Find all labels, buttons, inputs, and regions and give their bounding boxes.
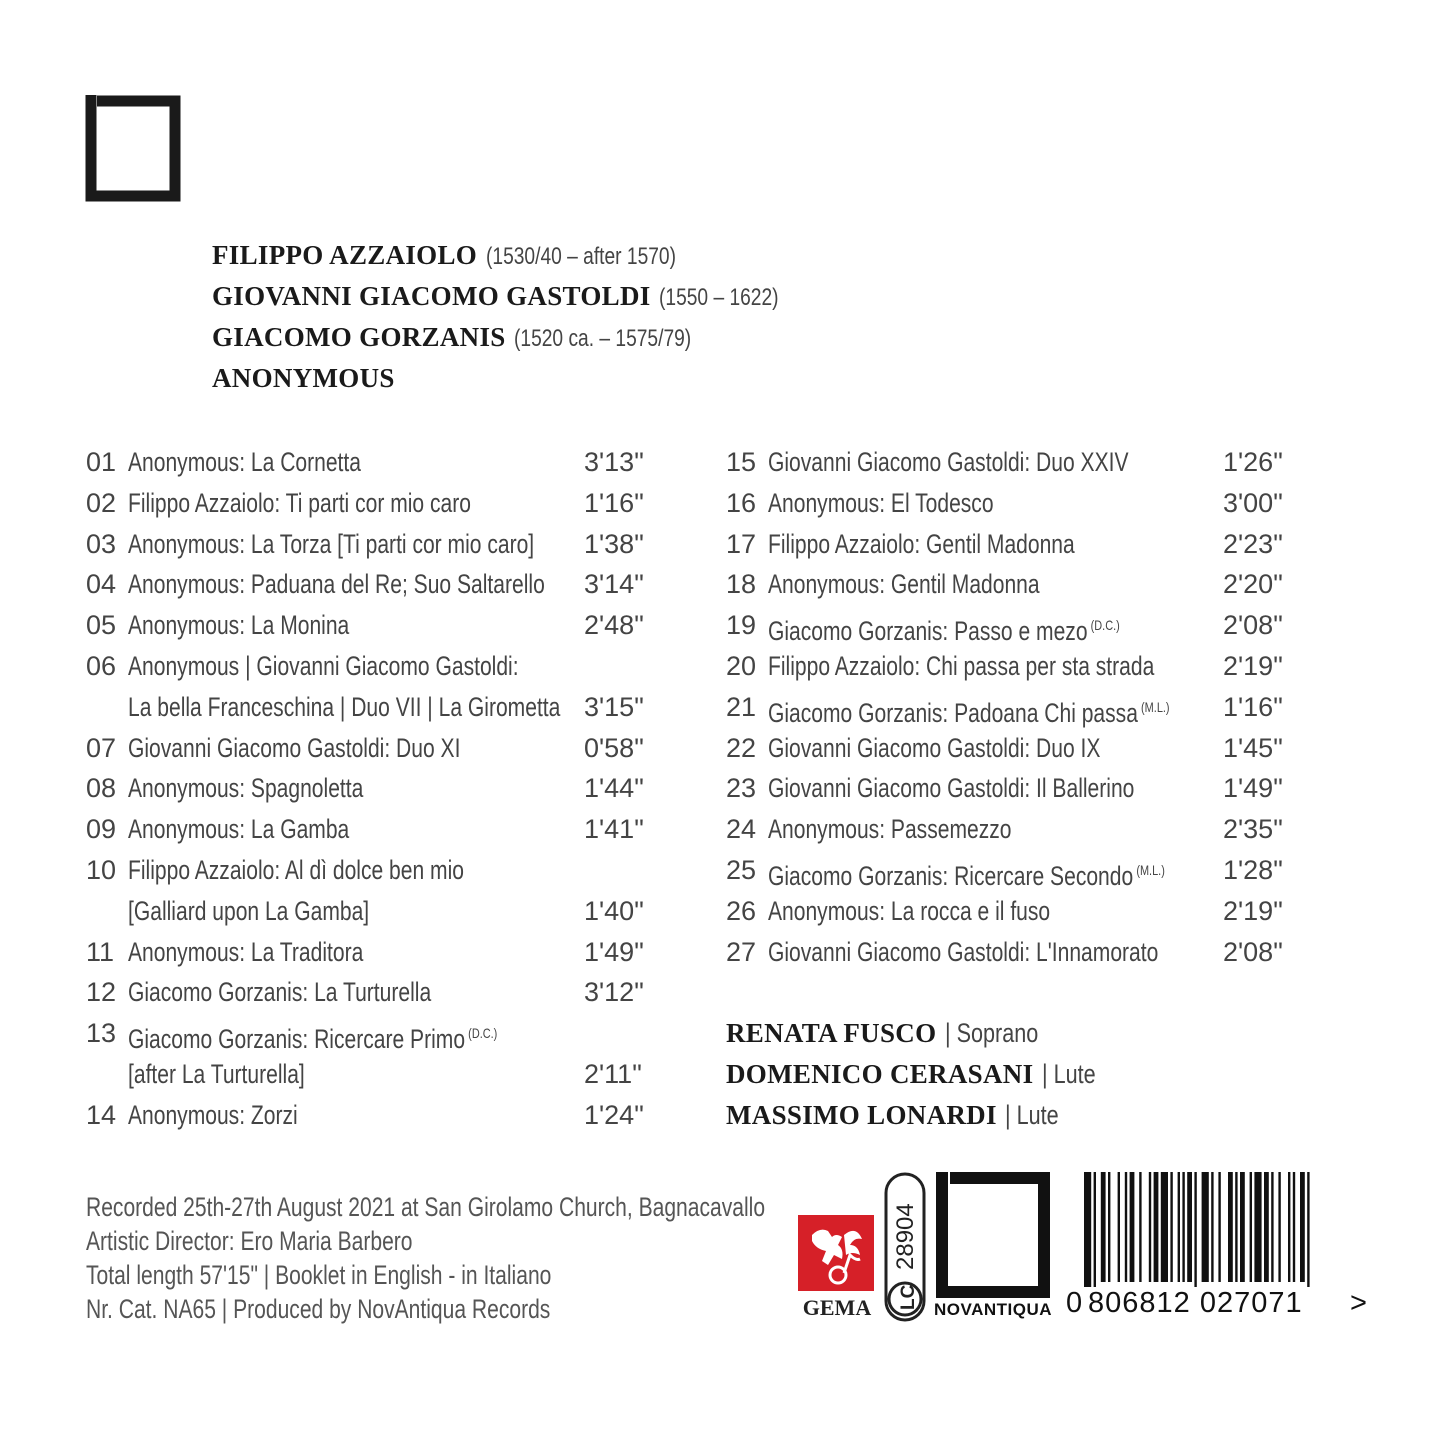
track-row bbox=[86, 646, 646, 687]
track-title bbox=[128, 483, 471, 524]
track-duration: 1'38" bbox=[584, 528, 644, 559]
track-title bbox=[128, 891, 369, 932]
track-title bbox=[128, 524, 534, 565]
barcode-bar bbox=[1182, 1172, 1184, 1282]
barcode-bar bbox=[1218, 1172, 1220, 1282]
track-title bbox=[128, 1054, 305, 1095]
track-title bbox=[768, 442, 1129, 483]
track-row bbox=[86, 932, 646, 973]
track-duration: 1'24" bbox=[584, 1099, 644, 1130]
track-title bbox=[128, 768, 363, 809]
novantiqua-logo-mark bbox=[85, 95, 181, 202]
composer-entry bbox=[212, 276, 808, 317]
track-number: 05 bbox=[86, 610, 117, 641]
track-number: 20 bbox=[726, 650, 757, 681]
track-duration: 3'13" bbox=[584, 447, 644, 477]
track-duration: 1'49" bbox=[1223, 773, 1283, 804]
track-number: 27 bbox=[726, 936, 757, 967]
track-title bbox=[768, 728, 1100, 769]
credit-line: Artistic Director: Ero Maria Barbero bbox=[86, 1226, 413, 1256]
performer-initials-note: (M.L.) bbox=[1141, 698, 1170, 715]
track-duration: 2'19" bbox=[1223, 650, 1283, 681]
credit-line: Total length 57'15" | Booklet in English - in Italiano bbox=[86, 1260, 552, 1290]
barcode-bar bbox=[1288, 1172, 1290, 1282]
track-number: 07 bbox=[86, 732, 117, 763]
track-duration: 1'28" bbox=[1223, 854, 1283, 885]
composer-dates: (1550 – 1622) bbox=[659, 284, 779, 311]
barcode-bar bbox=[1108, 1172, 1110, 1282]
gema-label: GEMA bbox=[802, 1295, 872, 1320]
track-title bbox=[768, 524, 1075, 565]
track-number: 10 bbox=[86, 854, 117, 885]
track-title-text: Giovanni Giacomo Gastoldi: Duo IX bbox=[768, 732, 1101, 763]
tracklist-right bbox=[726, 442, 1286, 972]
track-row bbox=[726, 646, 1286, 687]
performer-role: | Soprano bbox=[944, 1018, 1039, 1048]
composer-entry bbox=[212, 235, 808, 276]
track-row bbox=[726, 768, 1286, 809]
track-title-text: Filippo Azzaiolo: Al dì dolce ben mio bbox=[128, 854, 464, 885]
track-title-text: Anonymous: Zorzi bbox=[128, 1099, 298, 1130]
track-duration: 1'16" bbox=[1223, 691, 1283, 722]
track-number: 16 bbox=[726, 487, 757, 518]
track-title bbox=[768, 850, 1165, 897]
barcode-bar bbox=[1139, 1172, 1141, 1282]
track-title bbox=[128, 728, 460, 769]
track-duration: 2'35" bbox=[1223, 814, 1283, 845]
track-row bbox=[726, 564, 1286, 605]
barcode-bar bbox=[1118, 1172, 1120, 1282]
barcode-bar bbox=[1178, 1172, 1180, 1282]
track-title-text: Giacomo Gorzanis: Ricercare Secondo bbox=[768, 860, 1134, 891]
barcode-bar bbox=[1300, 1172, 1305, 1282]
track-number: 09 bbox=[86, 814, 117, 845]
barcode-bar bbox=[1170, 1172, 1172, 1282]
track-row bbox=[86, 891, 646, 932]
composer-name: ANONYMOUS bbox=[212, 363, 395, 393]
performer-name: RENATA FUSCO bbox=[726, 1018, 937, 1048]
barcode-bar bbox=[1235, 1172, 1237, 1282]
label-code-badge bbox=[884, 1172, 926, 1322]
track-title-text: Giacomo Gorzanis: Passo e mezo bbox=[768, 616, 1088, 647]
track-row bbox=[726, 932, 1286, 973]
track-title-text: Anonymous: La rocca e il fuso bbox=[768, 895, 1051, 926]
barcode-arrow-icon: > bbox=[1350, 1287, 1367, 1319]
track-duration: 0'58" bbox=[584, 732, 644, 763]
performer-name: MASSIMO LONARDI bbox=[726, 1100, 997, 1130]
track-row bbox=[726, 891, 1286, 932]
barcode-bar bbox=[1130, 1172, 1135, 1282]
performer-name: DOMENICO CERASANI bbox=[726, 1059, 1034, 1089]
track-title bbox=[768, 768, 1134, 809]
track-number: 12 bbox=[86, 977, 117, 1008]
track-row bbox=[726, 524, 1286, 565]
track-row bbox=[86, 605, 646, 646]
track-title bbox=[128, 687, 560, 728]
label-name: NOVANTIQUA bbox=[934, 1300, 1053, 1319]
track-title-text: Giacomo Gorzanis: Ricercare Primo bbox=[128, 1024, 466, 1055]
track-title bbox=[768, 483, 994, 524]
track-number: 18 bbox=[726, 569, 757, 600]
track-number: 01 bbox=[86, 447, 117, 477]
track-title-text: Anonymous: La Traditora bbox=[128, 936, 364, 967]
track-title-text: Anonymous: La Monina bbox=[128, 610, 350, 641]
track-title-text: La bella Franceschina | Duo VII | La Girometta bbox=[128, 691, 561, 722]
track-duration: 2'19" bbox=[1223, 895, 1283, 926]
track-number: 19 bbox=[726, 610, 757, 641]
track-number: 02 bbox=[86, 487, 117, 518]
track-duration: 3'12" bbox=[584, 977, 644, 1008]
barcode-bar bbox=[1264, 1172, 1269, 1282]
track-row bbox=[86, 809, 646, 850]
track-number: 21 bbox=[726, 691, 757, 722]
track-title-text: Filippo Azzaiolo: Ti parti cor mio caro bbox=[128, 487, 471, 518]
track-row bbox=[86, 1013, 646, 1054]
performer-list bbox=[726, 1013, 1109, 1136]
track-number: 11 bbox=[86, 936, 115, 967]
barcode-bar bbox=[1254, 1172, 1261, 1282]
track-title bbox=[128, 564, 545, 605]
barcode-bar bbox=[1211, 1172, 1213, 1282]
track-title bbox=[128, 850, 464, 891]
track-title bbox=[768, 932, 1158, 973]
track-title-text: Anonymous: La Torza [Ti parti cor mio caro] bbox=[128, 528, 535, 559]
track-title bbox=[768, 809, 1011, 850]
track-duration: 3'00" bbox=[1223, 487, 1283, 518]
track-row bbox=[86, 442, 646, 483]
track-duration: 2'08" bbox=[1223, 936, 1283, 967]
track-row bbox=[86, 972, 646, 1013]
track-title-text: Anonymous: El Todesco bbox=[768, 487, 994, 518]
composer-name: FILIPPO AZZAIOLO bbox=[212, 240, 478, 270]
track-title bbox=[128, 646, 519, 687]
track-title bbox=[128, 809, 349, 850]
track-title bbox=[128, 932, 363, 973]
track-number: 04 bbox=[86, 569, 117, 600]
track-number: 17 bbox=[726, 528, 757, 559]
track-row bbox=[86, 524, 646, 565]
track-duration: 2'08" bbox=[1223, 610, 1283, 641]
barcode-bar bbox=[1187, 1172, 1192, 1282]
performer-entry bbox=[726, 1054, 1109, 1095]
track-duration: 2'20" bbox=[1223, 569, 1283, 600]
track-duration: 2'48" bbox=[584, 610, 644, 641]
track-title-text: Giacomo Gorzanis: La Turturella bbox=[128, 977, 432, 1008]
track-row bbox=[726, 809, 1286, 850]
track-title-text: Giovanni Giacomo Gastoldi: Il Ballerino bbox=[768, 773, 1135, 804]
track-title bbox=[768, 687, 1170, 734]
gema-logo bbox=[798, 1215, 878, 1327]
performer-role: | Lute bbox=[1005, 1100, 1059, 1130]
track-number: 13 bbox=[86, 1018, 117, 1049]
track-title bbox=[768, 646, 1154, 687]
barcode-bar bbox=[1161, 1172, 1168, 1282]
track-duration: 3'14" bbox=[584, 569, 644, 600]
track-row bbox=[86, 564, 646, 605]
barcode-bar bbox=[1293, 1172, 1295, 1282]
track-number: 03 bbox=[86, 528, 117, 559]
barcode-bar bbox=[1202, 1172, 1209, 1282]
track-row bbox=[726, 687, 1286, 728]
track-number: 25 bbox=[726, 854, 757, 885]
track-title bbox=[128, 1013, 497, 1060]
track-title bbox=[128, 1095, 298, 1136]
track-duration: 1'16" bbox=[584, 487, 644, 518]
track-title-text: Anonymous: La Cornetta bbox=[128, 447, 361, 477]
track-row bbox=[726, 483, 1286, 524]
track-title-text: Anonymous: Passemezzo bbox=[768, 814, 1012, 845]
track-title bbox=[128, 972, 431, 1013]
barcode-bar bbox=[1307, 1172, 1309, 1287]
track-duration: 1'40" bbox=[584, 895, 644, 926]
track-duration: 1'41" bbox=[584, 814, 644, 845]
performer-entry bbox=[726, 1013, 1109, 1054]
credit-line: Recorded 25th-27th August 2021 at San Girolamo Church, Bagnacavallo bbox=[86, 1192, 766, 1222]
track-number: 22 bbox=[726, 732, 757, 763]
track-number: 26 bbox=[726, 895, 757, 926]
track-row bbox=[726, 605, 1286, 646]
barcode-bar bbox=[1101, 1172, 1106, 1282]
track-title-text: [after La Turturella] bbox=[128, 1058, 305, 1089]
performer-initials-note: (D.C.) bbox=[468, 1025, 498, 1042]
performer-entry bbox=[726, 1095, 1109, 1136]
novantiqua-label-logo bbox=[934, 1172, 1052, 1322]
track-number: 23 bbox=[726, 773, 757, 804]
track-number: 14 bbox=[86, 1099, 117, 1130]
track-row bbox=[86, 728, 646, 769]
performer-initials-note: (M.L.) bbox=[1136, 861, 1165, 878]
composer-entry bbox=[212, 358, 808, 399]
barcode-bar bbox=[1240, 1172, 1245, 1282]
track-row bbox=[86, 483, 646, 524]
barcode-bar bbox=[1194, 1172, 1196, 1287]
barcode-bars bbox=[1066, 1172, 1371, 1287]
composer-dates: (1530/40 – after 1570) bbox=[485, 243, 676, 270]
barcode-bar bbox=[1094, 1172, 1096, 1287]
track-title-text: Giovanni Giacomo Gastoldi: L'Innamorato bbox=[768, 936, 1159, 967]
barcode-bar bbox=[1149, 1172, 1151, 1282]
label-code-prefix: LC bbox=[898, 1284, 919, 1310]
track-duration: 1'44" bbox=[584, 773, 644, 804]
barcode-bar bbox=[1228, 1172, 1233, 1282]
barcode-number: 806812 027071 bbox=[1088, 1287, 1303, 1319]
barcode-bar bbox=[1250, 1172, 1252, 1282]
composer-list bbox=[212, 235, 808, 399]
track-duration: 1'45" bbox=[1223, 732, 1283, 763]
track-row bbox=[726, 728, 1286, 769]
track-title-text: Anonymous | Giovanni Giacomo Gastoldi: bbox=[128, 650, 519, 681]
track-title-text: Filippo Azzaiolo: Gentil Madonna bbox=[768, 528, 1075, 559]
composer-dates: (1520 ca. – 1575/79) bbox=[514, 325, 692, 352]
track-duration: 2'23" bbox=[1223, 528, 1283, 559]
barcode-digits bbox=[1066, 1287, 1371, 1327]
track-row bbox=[86, 1054, 646, 1095]
barcode-bar bbox=[1125, 1172, 1127, 1282]
credit-line: Nr. Cat. NA65 | Produced by NovAntiqua Records bbox=[86, 1294, 551, 1324]
track-row bbox=[86, 687, 646, 728]
track-number: 08 bbox=[86, 773, 117, 804]
track-title-text: Giovanni Giacomo Gastoldi: Duo XXIV bbox=[768, 447, 1129, 477]
barcode bbox=[1066, 1172, 1371, 1327]
track-title bbox=[768, 605, 1120, 652]
composer-name: GIOVANNI GIACOMO GASTOLDI bbox=[212, 281, 651, 311]
composer-name: GIACOMO GORZANIS bbox=[212, 322, 506, 352]
track-title-text: [Galliard upon La Gamba] bbox=[128, 895, 370, 926]
tracklist-left bbox=[86, 442, 646, 1136]
barcode-bar bbox=[1278, 1172, 1280, 1282]
track-duration: 2'11" bbox=[584, 1058, 642, 1089]
barcode-bar bbox=[1084, 1172, 1091, 1287]
track-row bbox=[86, 768, 646, 809]
label-code-number: 28904 bbox=[892, 1203, 919, 1270]
track-title-text: Giovanni Giacomo Gastoldi: Duo XI bbox=[128, 732, 461, 763]
track-row bbox=[86, 1095, 646, 1136]
track-row bbox=[726, 442, 1286, 483]
gema-pegasus-icon bbox=[798, 1215, 874, 1291]
track-title bbox=[128, 605, 349, 646]
composer-entry bbox=[212, 317, 808, 358]
track-title-text: Giacomo Gorzanis: Padoana Chi passa bbox=[768, 697, 1138, 728]
track-number: 15 bbox=[726, 447, 757, 477]
barcode-first-digit: 0 bbox=[1066, 1287, 1083, 1319]
track-duration: 1'49" bbox=[584, 936, 644, 967]
track-title bbox=[768, 891, 1050, 932]
track-number: 06 bbox=[86, 650, 117, 681]
track-duration: 3'15" bbox=[584, 691, 644, 722]
track-title bbox=[768, 564, 1040, 605]
track-duration: 1'26" bbox=[1223, 447, 1283, 477]
track-row bbox=[726, 850, 1286, 891]
performer-initials-note: (D.C.) bbox=[1090, 617, 1120, 634]
track-title-text: Anonymous: Gentil Madonna bbox=[768, 569, 1040, 600]
track-title-text: Filippo Azzaiolo: Chi passa per sta strada bbox=[768, 650, 1155, 681]
barcode-bar bbox=[1154, 1172, 1159, 1282]
track-title bbox=[128, 442, 361, 483]
track-title-text: Anonymous: La Gamba bbox=[128, 814, 350, 845]
track-row bbox=[86, 850, 646, 891]
barcode-bar bbox=[1271, 1172, 1273, 1282]
track-title-text: Anonymous: Spagnoletta bbox=[128, 773, 364, 804]
track-title-text: Anonymous: Paduana del Re; Suo Saltarello bbox=[128, 569, 545, 600]
performer-role: | Lute bbox=[1041, 1059, 1096, 1089]
track-number: 24 bbox=[726, 814, 757, 845]
